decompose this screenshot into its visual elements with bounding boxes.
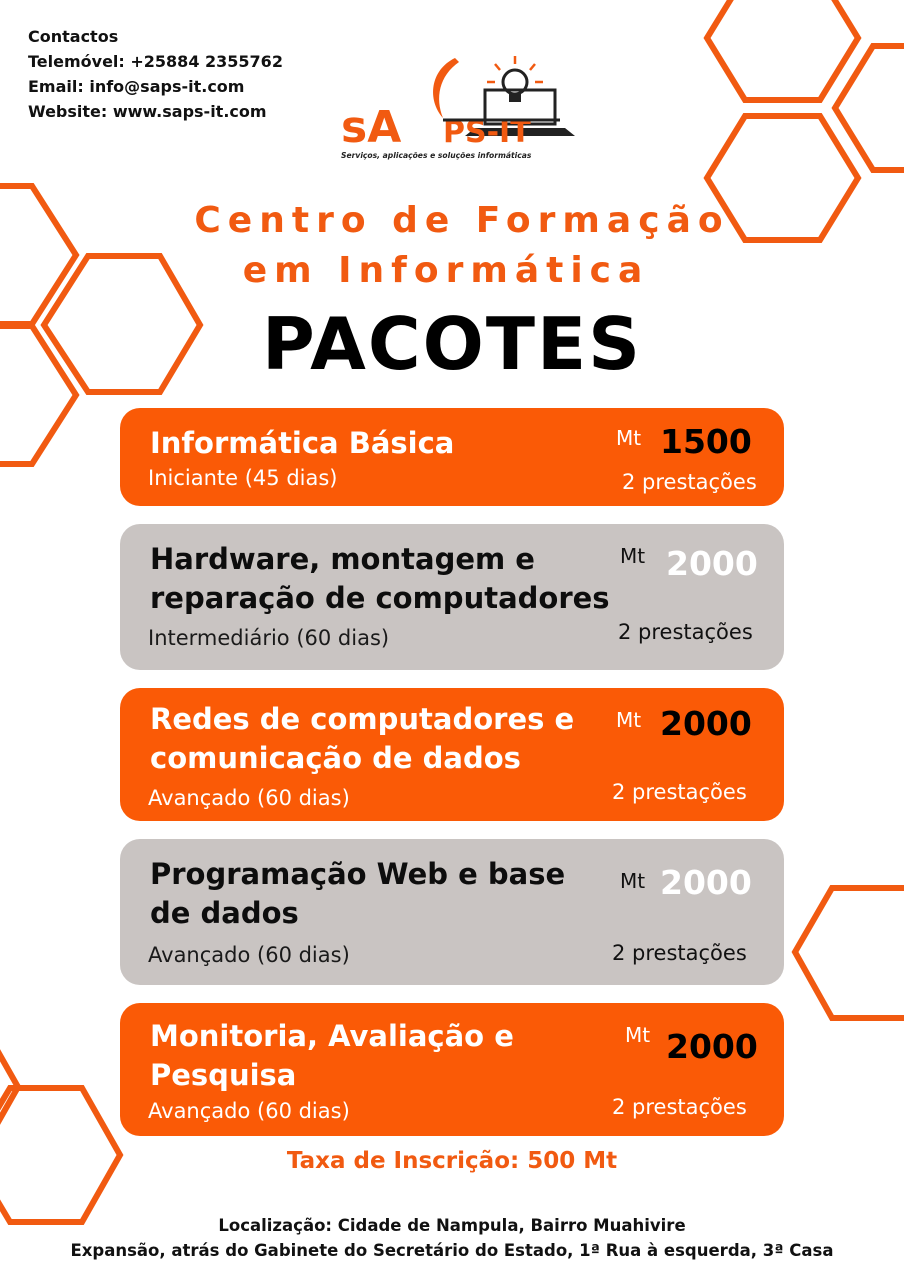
contact-phone: Telemóvel: +25884 2355762 bbox=[28, 52, 283, 71]
package-currency: Mt bbox=[625, 1023, 651, 1047]
package-card bbox=[120, 408, 784, 506]
package-currency: Mt bbox=[616, 708, 642, 732]
contact-info bbox=[28, 24, 283, 124]
hexagon-shape bbox=[795, 888, 904, 1018]
svg-text:sA: sA bbox=[341, 102, 402, 153]
package-currency: Mt bbox=[620, 869, 646, 893]
package-installments: 2 prestações bbox=[612, 1095, 747, 1119]
location-line-1: Localização: Cidade de Nampula, Bairro Muahivire bbox=[218, 1216, 686, 1235]
package-installments: 2 prestações bbox=[612, 941, 747, 965]
package-installments: 2 prestações bbox=[618, 620, 753, 644]
package-price: 2000 bbox=[666, 544, 758, 583]
package-level: Iniciante (45 dias) bbox=[148, 466, 338, 490]
registration-fee: Taxa de Inscrição: 500 Mt bbox=[286, 1148, 618, 1174]
package-currency: Mt bbox=[620, 544, 646, 568]
package-name: Hardware, montagem e reparação de computadores bbox=[150, 542, 610, 615]
package-card bbox=[120, 688, 784, 821]
package-card bbox=[120, 839, 784, 985]
location-line-2: Expansão, atrás do Gabinete do Secretário do Estado, 1ª Rua à esquerda, 3ª Casa bbox=[70, 1241, 834, 1260]
saps-it-logo bbox=[335, 50, 585, 168]
package-card bbox=[120, 1003, 784, 1136]
contacts-heading: Contactos bbox=[28, 27, 119, 46]
package-level: Intermediário (60 dias) bbox=[148, 626, 390, 650]
title-line-2: em Informática bbox=[242, 250, 650, 291]
hexagon-shape bbox=[835, 46, 904, 170]
package-level: Avançado (60 dias) bbox=[148, 1099, 350, 1123]
package-installments: 2 prestações bbox=[622, 470, 757, 494]
title-line-1: Centro de Formação bbox=[194, 200, 730, 241]
package-name: Informática Básica bbox=[150, 426, 455, 460]
package-name: Monitoria, Avaliação e Pesquisa bbox=[150, 1019, 514, 1092]
svg-text:PS-IT: PS-IT bbox=[443, 115, 531, 150]
contact-email: Email: info@saps-it.com bbox=[28, 77, 245, 96]
package-level: Avançado (60 dias) bbox=[148, 786, 350, 810]
hexagon-shape bbox=[707, 0, 858, 100]
package-level: Avançado (60 dias) bbox=[148, 943, 350, 967]
package-currency: Mt bbox=[616, 426, 642, 450]
contact-website: Website: www.saps-it.com bbox=[28, 102, 267, 121]
package-card bbox=[120, 524, 784, 670]
logo-tagline: Serviços, aplicações e soluções informáticas bbox=[341, 151, 532, 160]
package-price: 2000 bbox=[660, 704, 752, 743]
package-installments: 2 prestações bbox=[612, 780, 747, 804]
package-price: 1500 bbox=[660, 422, 752, 461]
package-name: Programação Web e base de dados bbox=[150, 857, 566, 930]
package-price: 2000 bbox=[666, 1027, 758, 1066]
package-name: Redes de computadores e comunicação de dados bbox=[150, 702, 575, 775]
page-heading: PACOTES bbox=[261, 302, 643, 386]
package-price: 2000 bbox=[660, 863, 752, 902]
